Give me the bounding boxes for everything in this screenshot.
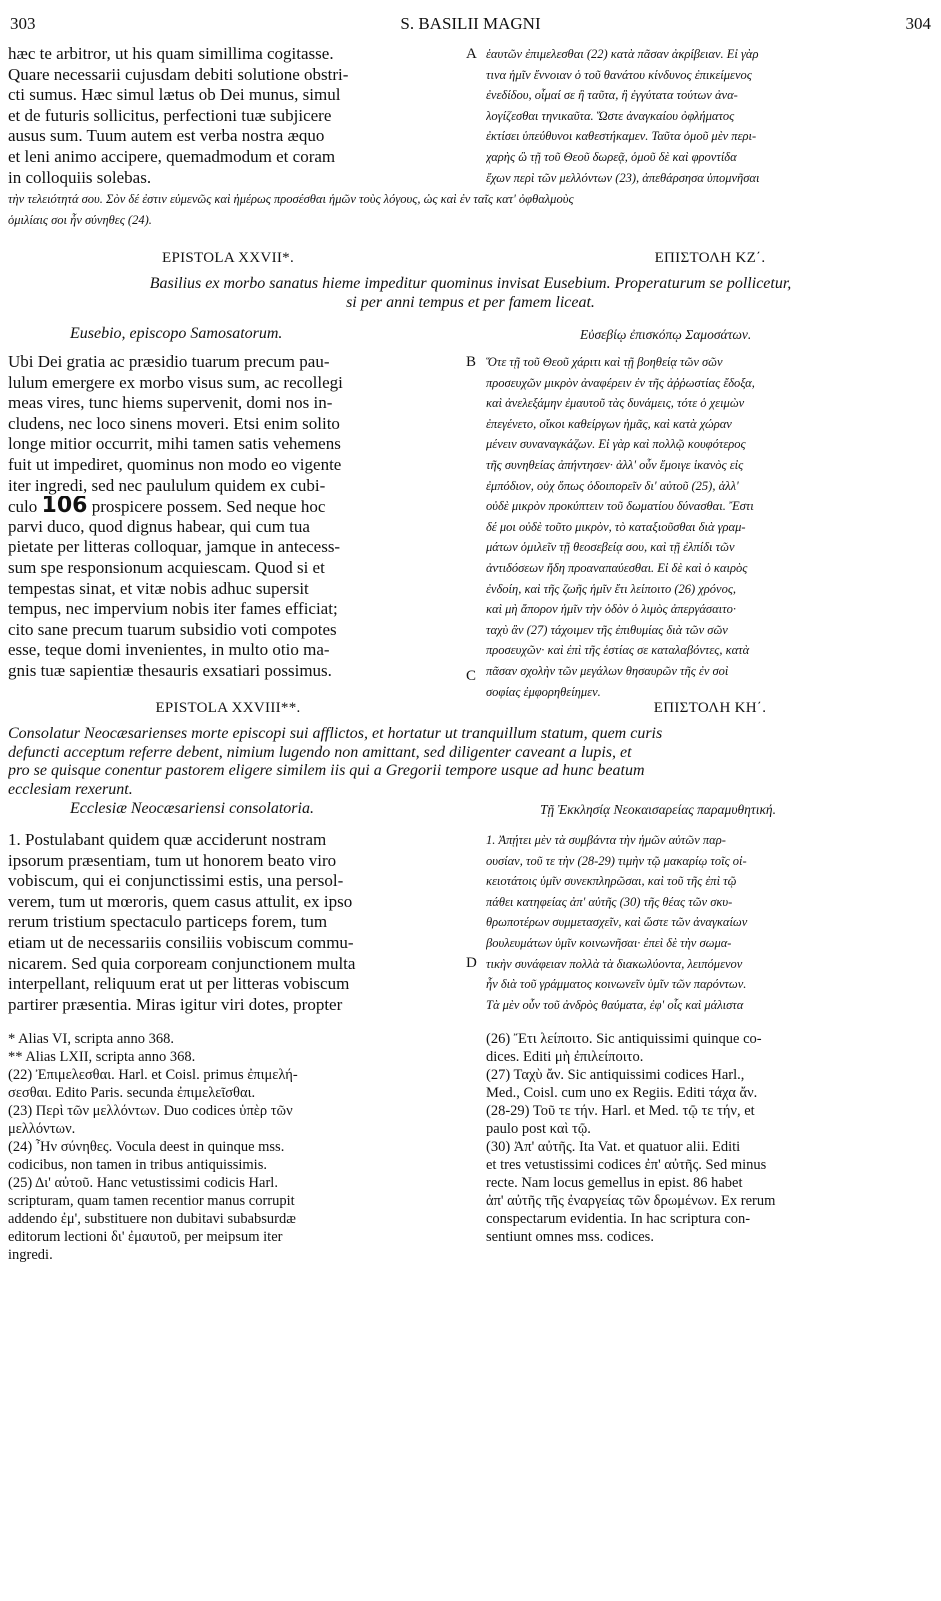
text-line: τικὴν συνάφειαν πολλὰ τὰ διακωλύοντα, λειπόμενον (486, 956, 743, 971)
ep27-latin-title: EPISTOLA XXVII*. (161, 250, 295, 266)
footnote-line: * Alias VI, scripta anno 368. (8, 1031, 175, 1047)
top-greek-column (486, 44, 933, 188)
text-line: et de futuris sollicitus, perfectioni tuæ subjicere (8, 105, 332, 125)
text-line: lulum emergere ex morbo visus sum, ac recollegi (8, 372, 343, 392)
text-line: ipsorum præsentiam, tum ut honorem beato viro (8, 850, 337, 870)
summary-line: Consolatur Neocæsarienses morte episcopi sui afflictos, et hortatur ut tranquillum statum, quem curis (8, 725, 663, 742)
text-line: Ubi Dei gratia ac præsidio tuarum precum pau- (8, 352, 330, 371)
top-latin-column (8, 44, 464, 188)
text-line: μάτων ὁμιλεῖν τῇ θεοσεβείᾳ σου, καὶ τῇ ἐλπίδι τῶν (486, 540, 735, 555)
text-line: 1. Ἀπῄτει μὲν τὰ συμβάντα τὴν ἡμῶν αὐτῶν παρ- (486, 833, 726, 847)
text-line: ἦν διὰ τοῦ γράμματος κοινωνεῖν ὑμῖν τῶν παρόντων. (486, 977, 747, 992)
left-page-number: 303 (10, 14, 36, 33)
right-page-number: 304 (905, 14, 931, 33)
text-line: ὁμιλίαις σοι ἦν σύνηθες (24). (8, 212, 152, 227)
text-line: ἐμπόδιον, οὐχ ὅπως ὁδοιπορεῖν δι' αὐτοῦ (25), ἀλλ' (486, 478, 739, 493)
text-line: τινα ἡμῖν ἔννοιαν ὁ τοῦ θανάτου κίνδυνος ἐπικείμενος (486, 67, 752, 82)
text-line: Quare necessarii cujusdam debiti solutione obstri- (8, 64, 349, 84)
running-title: S. BASILII MAGNI (400, 14, 541, 33)
text-line: sum spe responsionum acquiescam. Quod si et (8, 557, 325, 577)
footnote-line: ingredi. (8, 1247, 53, 1263)
text-line: οὐδὲ μικρὸν προκύπτειν τοῦ δωματίου δύνασθαι. Ἔστι (486, 499, 754, 514)
text-line: καὶ μὴ ἄπορον ἡμῖν τὴν ὁδὸν ὁ λιμὸς ἀπεργάσαιτο· (486, 602, 736, 617)
culo-prefix: culo (8, 497, 42, 517)
text-line: ἐνδοίη, καὶ τῆς ζωῆς ἡμῖν ἔτι λείποιτο (26) χρόνος, (486, 581, 737, 596)
margin-marker-d: D (466, 955, 477, 971)
footnote-line: paulo post καὶ τῷ. (486, 1121, 591, 1137)
margin-marker-a: A (466, 46, 477, 62)
footnote-line: (25) Δι' αὐτοῦ. Hanc vetustissimi codicis Harl. (8, 1175, 278, 1191)
text-line: προσευχῶν· καὶ ἐπὶ τῆς ἑστίας σε καταλαβόντες, κατὰ (486, 643, 750, 658)
text-line: πᾶσαν σχολὴν τῶν μεγάλων θησαυρῶν τῆς ἐν σοὶ (486, 663, 729, 678)
footnote-line: et tres vetustissimi codices ἐπ' αὐτῆς. Sed minus (486, 1157, 767, 1173)
ep28-latin-address: Ecclesiæ Neocæsariensi consolatoria. (70, 800, 314, 817)
text-line: tempestas sinat, et vitæ nobis adhuc supersit (8, 578, 309, 598)
text-line: cludens, nec loco sinens moveri. Etsi enim solito (8, 413, 340, 433)
text-line: rerum tristium spectaculo particeps forem, tum (8, 912, 328, 932)
footnotes-left (8, 1030, 460, 1264)
footnote-line: (23) Περὶ τῶν μελλόντων. Duo codices ὑπὲρ τῶν (8, 1103, 293, 1119)
text-line: ausus sum. Tuum autem est verba nostra æquo (8, 126, 325, 146)
text-line: πάθει κατηφείας ἀπ' αὐτῆς (30) τῆς θέας τῶν σκυ- (486, 894, 733, 909)
text-line: προσευχῶν μικρὸν ἀναφέρειν ἐν τῆς ἀῤῥωστίας ἔδοξα, (486, 375, 755, 390)
text-line: θρωποτέρων συμμετασχεῖν, καὶ ὥστε τῶν ἀναγκαίων (486, 915, 748, 930)
margin-marker-c: C (466, 668, 477, 684)
footnote-line: dices. Editi μὴ ἐπιλείποιτο. (486, 1049, 644, 1065)
footnote-line: editorum lectioni δι' ἐμαυτοῦ, per meipsum iter (8, 1229, 283, 1245)
text-line: μένειν συναναγκάζων. Εἰ γὰρ καὶ πολλῷ κουφότερος (486, 437, 746, 452)
text-line: gnis tuæ sapientiæ thesauris exsatiari possimus. (8, 660, 332, 680)
footnote-line: recte. Nam locus gemellus in epist. 86 habet (486, 1175, 743, 1191)
text-line: fuit ut impediret, quominus non modo eo vigente (8, 454, 342, 474)
ep28-greek-text (486, 830, 933, 1015)
footnote-line: (30) Ἀπ' αὐτῆς. Ita Vat. et quatuor alii. Editi (486, 1139, 741, 1155)
text-line: ἑαυτῶν ἐπιμελεσθαι (22) κατὰ πᾶσαν ἀκρίβειαν. Εἰ γὰρ (486, 47, 759, 61)
footnote-line: (27) Ταχὺ ἄν. Sic antiquissimi codices Harl., (486, 1067, 745, 1083)
text-line: ἐπεγένετο, οἴκοι καθείργων ἡμᾶς, καὶ κατὰ χώραν (486, 416, 732, 431)
text-line: et leni animo accipere, quemadmodum et coram (8, 146, 336, 166)
text-line: etiam ut de necessariis consiliis vobiscum commu- (8, 932, 354, 952)
text-line: Τὰ μὲν οὖν τοῦ ἀνδρὸς θαύματα, ἐφ' οἷς καὶ μάλιστα (486, 997, 744, 1012)
text-line: partirer præsentia. Miras igitur viri dotes, propter (8, 994, 343, 1014)
footnote-line: codicibus, non tamen in tribus antiquissimis. (8, 1157, 267, 1173)
footnote-line: μελλόντων. (8, 1121, 76, 1137)
text-line: longe mitior occurrit, mihi tamen satis vehemens (8, 434, 341, 454)
footnote-line: (22) Ἐπιμελεσθαι. Harl. et Coisl. primus ἐπιμελή- (8, 1067, 298, 1083)
summary-line: pro se quisque conentur pastorem eligere similem iis qui a Gregorii tempore usque ad hunc beatum (8, 762, 645, 779)
text-line: esse, teque domi invenientes, in multo otio ma- (8, 640, 330, 660)
text-line (8, 496, 460, 517)
footnote-line: σεσθαι. Edito Paris. secunda ἐπιμελεῖσθαι. (8, 1085, 256, 1101)
footnote-line: ** Alias LXII, scripta anno 368. (8, 1049, 196, 1065)
text-line: λογίζεσθαι τηνικαῦτα. Ὥστε ἀναγκαίου ὀφλήματος (486, 108, 735, 123)
text-line: ἀντιδόσεων ἤδη προαναπαύεσθαι. Εἰ δὲ καὶ ὁ καιρὸς (486, 560, 748, 575)
ep28-latin-title: EPISTOLA XXVIII**. (155, 700, 301, 716)
text-line: in colloquiis solebas. (8, 167, 152, 187)
ep27-greek-title: ΕΠΙΣΤΟΛΗ ΚΖ΄. (654, 250, 766, 266)
text-line: καὶ ἀνελεξάμην ἐμαυτοῦ τὰς δυνάμεις, τότε ὁ χειμὼν (486, 396, 745, 411)
ep28-greek-title: ΕΠΙΣΤΟΛΗ ΚΗ΄. (653, 700, 767, 716)
text-line: ουσίαν, τοῦ τε τὴν (28-29) τιμὴν τῷ μακαρίῳ τοῖς οἰ- (486, 853, 747, 868)
footnote-line: (26) Ἔτι λείποιτο. Sic antiquissimi quinque co- (486, 1031, 762, 1047)
text-line: pietate per litteras colloquar, jamque in antecess- (8, 537, 341, 557)
ep28-latin-text (8, 830, 460, 1015)
text-line: βουλευμάτων ὑμῖν κοινωνῆσαι· ἐπεὶ δὲ τὴν σωμα- (486, 935, 732, 950)
text-line: interpellant, reliquum erat ut per litteras vobiscum (8, 974, 350, 994)
summary-line: ecclesiam rexerunt. (8, 780, 133, 798)
text-line: cti sumus. Hæc simul lætus ob Dei munus, simul (8, 85, 341, 105)
ep27-greek-address: Εὐσεβίῳ ἐπισκόπῳ Σαμοσάτων. (580, 327, 752, 342)
summary-line: defuncti acceptum referre debent, nimium lugendo non amittant, sed diligenter caveant a lupis, et (8, 743, 632, 761)
footnote-line: (28-29) Τοῦ τε τήν. Harl. et Med. τῷ τε τήν, et (486, 1103, 755, 1119)
margin-marker-b: B (466, 354, 477, 370)
footnote-line: addendo ἐμ', substituere non dubitavi subabsurdæ (8, 1211, 296, 1227)
text-line: verem, tum ut mœroris, quem casus attulit, ex ipso (8, 891, 353, 911)
text-line: δέ μοι οὐδὲ τοῦτο μικρὸν, τὸ καταξιοῦσθαι διὰ γραμ- (486, 519, 746, 534)
text-line: hæc te arbitror, ut his quam simillima cogitasse. (8, 44, 334, 63)
text-line: ἐκτίσει ὑπεύθυνοι καθεστήκαμεν. Ταῦτα ὁμοῦ μὲν περι- (486, 129, 757, 144)
text-line: cito sane precum tuarum subsidio voti compotes (8, 619, 337, 639)
culo-suffix: prospicere possem. Sed neque hoc (87, 497, 326, 517)
summary-line: si per anni tempus et per famem liceat. (346, 294, 595, 311)
text-line: ἐνεδίδου, οἶμαί σε ἢ ταῦτα, ἢ ἐγγύτατα τούτων ἀνα- (486, 88, 738, 103)
summary-line: Basilius ex morbo sanatus hieme impeditur quominus invisat Eusebium. Properaturum se pollicetur, (149, 275, 792, 292)
text-line: vobiscum, qui ei conjunctissimi estis, una persol- (8, 871, 344, 891)
text-line: τὴν τελειότητά σου. Σὸν δέ ἐστιν εὐμενῶς καὶ ἡμέρως προσέσθαι ἡμῶν τοὺς λόγους, ὡς καὶ ἐν ταῖς κατ' ὀφθαλμοὺς (8, 192, 574, 206)
text-line: τῆς συνηθείας ἀπήντησεν· ἀλλ' οὖν ἔμοιγε ἱκανὸς εἰς (486, 457, 744, 472)
footnote-line: conspectarum evidentia. In hac scriptura con- (486, 1211, 751, 1227)
text-line: χαρὴς ὢ τῇ τοῦ Θεοῦ δωρεᾷ, ὁμοῦ δὲ καὶ φροντίδα (486, 149, 737, 164)
ep28-summary (8, 725, 933, 799)
footnote-line: (24) Ἦν σύνηθες. Vocula deest in quinque mss. (8, 1139, 285, 1155)
top-greek-fullwidth (8, 189, 933, 230)
footnote-line: sentiunt omnes mss. codices. (486, 1229, 654, 1245)
ep28-greek-address: Τῇ Ἐκκλησίᾳ Νεοκαισαρείας παραμυθητική. (540, 802, 776, 817)
running-header (10, 14, 931, 40)
text-line: 1. Postulabant quidem quæ acciderunt nostram (8, 830, 327, 849)
text-line: ἔχων περὶ τῶν μελλόντων (23), ἀπεθάρσησα ὑπομνῆσαι (486, 170, 760, 185)
text-line: iter ingredi, sed nec paululum quidem ex cubi- (8, 475, 326, 495)
column-number: 106 (41, 496, 88, 517)
ep27-latin-address: Eusebio, episcopo Samosatorum. (70, 325, 283, 342)
text-line: σοφίας ἐμφορηθείημεν. (486, 684, 601, 699)
ep27-summary (8, 275, 933, 313)
footnote-line: scripturam, quam tamen recentior manus corrupit (8, 1193, 295, 1209)
text-line: Ὅτε τῇ τοῦ Θεοῦ χάριτι καὶ τῇ βοηθείᾳ τῶν σῶν (486, 355, 723, 369)
footnote-line: ἀπ' αὐτῆς τῆς ἐναργείας τῶν δρωμένων. Ex rerum (486, 1193, 776, 1209)
text-line: meas vires, tunc hiems supervenit, domi nos in- (8, 393, 333, 413)
footnote-line: Med., Coisl. cum uno ex Regiis. Editi τάχα ἄν. (486, 1085, 758, 1101)
text-line: ταχὺ ἂν (27) τάχοιμεν τῆς ἐπιθυμίας διὰ τῶν σῶν (486, 622, 728, 637)
text-line: tempus, nec impervium nobis iter fames efficiat; (8, 599, 338, 619)
ep27-greek-text (486, 352, 933, 702)
ep27-latin-text (8, 352, 460, 682)
text-line: nicarem. Sed quia corpoream conjunctionem multa (8, 953, 356, 973)
text-line: parvi duco, quod dignus habear, qui cum tua (8, 516, 310, 536)
text-line: κειοτάτοις ὑμῖν συνεκπληρῶσαι, καὶ τοῦ τῆς ἐπὶ τῷ (486, 874, 737, 889)
footnotes-right (486, 1030, 933, 1246)
